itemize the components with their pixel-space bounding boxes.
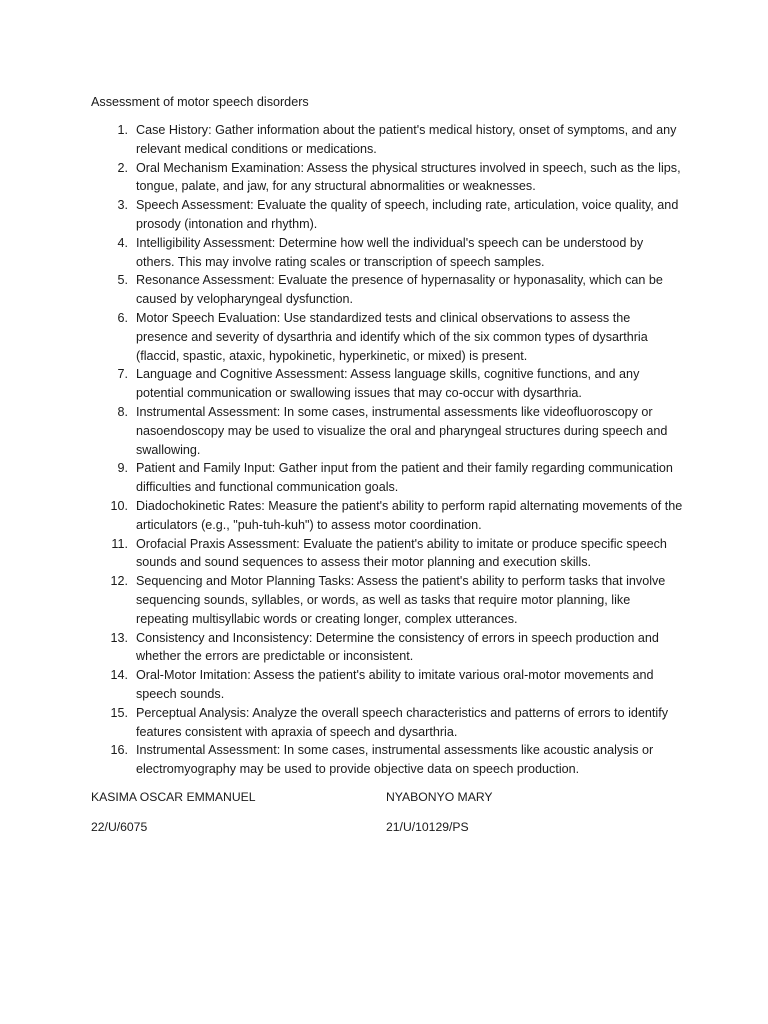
list-item-text: Oral Mechanism Examination: Assess the physical structures involved in speech, such as the lips, tongue, palate, and jaw, for any structural abnormalities or weaknesses. <box>136 160 681 194</box>
list-item-text: Sequencing and Motor Planning Tasks: Assess the patient's ability to perform tasks that involve sequencing sounds, syllables, or words, as well as tasks that require motor planning, like repeating multisyllabic words or creating longer, complex utterances. <box>136 574 666 626</box>
list-item <box>0 666 684 704</box>
list-item-text: Motor Speech Evaluation: Use standardized tests and clinical observations to assess the presence and severity of dysarthria and identify which of the six common types of dysarthria (flaccid, spastic, ataxic, hypokinetic, hyperkinetic, or mixed) is present. <box>136 310 648 363</box>
list-item-number: 15. <box>110 705 128 720</box>
list-item <box>0 121 684 159</box>
list-item-number: 2. <box>117 160 128 175</box>
student-name: NYABONYO MARY <box>386 790 493 804</box>
list-item-number: 8. <box>117 404 128 419</box>
list-item <box>0 741 684 779</box>
list-item <box>0 535 684 573</box>
list-item-text: Language and Cognitive Assessment: Assess language skills, cognitive functions, and any potential communication or swallowing issues that may co-occur with dysarthria. <box>136 367 640 401</box>
list-item-text: Oral-Motor Imitation: Assess the patient's ability to imitate various oral-motor movements and speech sounds. <box>136 668 654 701</box>
list-item-number: 3. <box>117 198 128 213</box>
list-item <box>0 704 684 742</box>
list-item-number: 12. <box>110 574 128 589</box>
list-item <box>0 497 684 535</box>
list-item-text: Speech Assessment: Evaluate the quality of speech, including rate, articulation, voice quality, and prosody (intonation and rhythm). <box>136 198 679 231</box>
list-item-number: 16. <box>110 743 128 758</box>
list-item-text: Intelligibility Assessment: Determine how well the individual's speech can be understood by others. This may involve rating scales or transcription of speech samples. <box>136 235 644 269</box>
list-item-text: Diadochokinetic Rates: Measure the patient's ability to perform rapid alternating movements of the articulators (e.g., "puh-tuh-kuh") to assess motor coordination. <box>136 498 683 532</box>
list-item-text: Orofacial Praxis Assessment: Evaluate the patient's ability to imitate or produce specific speech sounds and sound sequences to assess their motor planning and execution skills. <box>136 536 667 570</box>
list-item <box>0 309 684 365</box>
list-item-number: 9. <box>117 461 128 476</box>
list-item-number: 10. <box>110 498 128 513</box>
signature-left <box>91 788 256 836</box>
signature-right <box>386 788 493 836</box>
list-item-number: 14. <box>110 668 128 683</box>
list-item <box>0 196 684 234</box>
registration-number: 22/U/6075 <box>91 820 148 834</box>
list-item <box>0 629 684 667</box>
list-item <box>0 459 684 497</box>
list-item <box>0 572 684 628</box>
assessment-list <box>0 121 768 779</box>
document-title: Assessment of motor speech disorders <box>91 95 309 109</box>
list-item-text: Consistency and Inconsistency: Determine the consistency of errors in speech production and whether the errors are predictable or inconsistent. <box>136 630 659 664</box>
list-item-number: 11. <box>111 536 128 551</box>
registration-number: 21/U/10129/PS <box>386 820 469 834</box>
student-name: KASIMA OSCAR EMMANUEL <box>91 790 256 804</box>
list-item <box>0 271 684 309</box>
list-item <box>0 403 684 459</box>
list-item-number: 13. <box>110 630 128 645</box>
list-item-text: Instrumental Assessment: In some cases, instrumental assessments like videofluoroscopy or nasoendoscopy may be used to visualize the oral and pharyngeal structures during speech and swallowing. <box>136 404 668 457</box>
signature-block <box>0 788 768 848</box>
list-item-number: 6. <box>117 310 128 325</box>
list-item-text: Resonance Assessment: Evaluate the presence of hypernasality or hyponasality, which can be caused by velopharyngeal dysfunction. <box>136 273 663 307</box>
list-item-number: 5. <box>117 273 128 288</box>
list-item <box>0 159 684 197</box>
list-item-number: 1. <box>117 123 128 137</box>
list-item-number: 7. <box>117 367 128 382</box>
list-item-text: Patient and Family Input: Gather input from the patient and their family regarding communication difficulties and functional communication goals. <box>136 461 673 495</box>
list-item-text: Perceptual Analysis: Analyze the overall speech characteristics and patterns of errors to identify features consistent with apraxia of speech and dysarthria. <box>136 705 669 739</box>
list-item <box>0 365 684 403</box>
list-item-text: Instrumental Assessment: In some cases, instrumental assessments like acoustic analysis or electromyography may be used to provide objective data on speech production. <box>136 743 654 777</box>
list-item-number: 4. <box>117 235 128 250</box>
list-item <box>0 234 684 272</box>
list-item-text: Case History: Gather information about the patient's medical history, onset of symptoms, and any relevant medical conditions or medications. <box>136 123 677 156</box>
